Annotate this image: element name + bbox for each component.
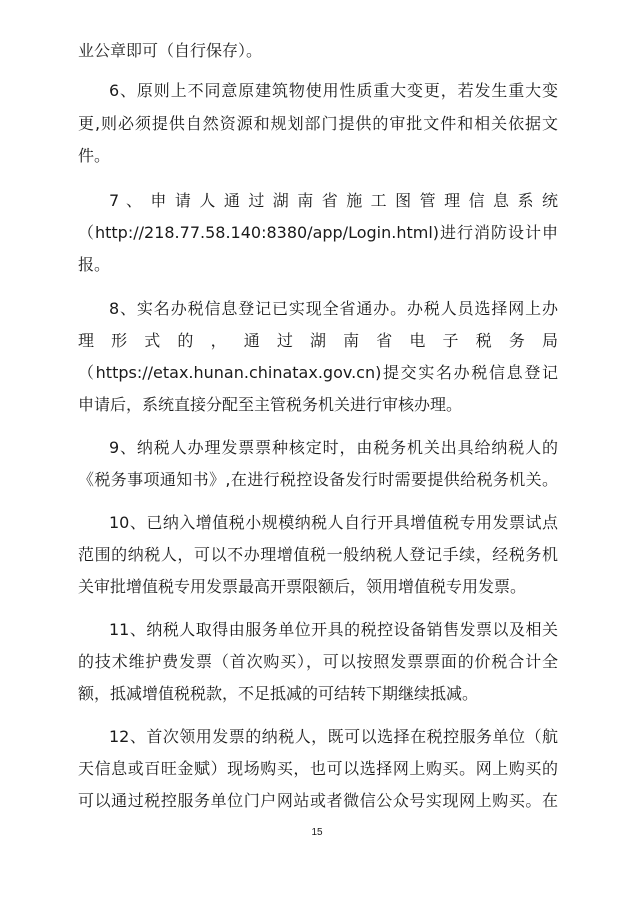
text-line: 9、纳税人办理发票票种核定时，由税务机关出具给纳税人的 <box>109 438 558 457</box>
text-line: 可以通过税控服务单位门户网站或者微信公众号实现网上购买。在 <box>78 791 558 810</box>
page-number: 15 <box>311 827 323 838</box>
text-line: 范围的纳税人，可以不办理增值税一般纳税人登记手续，经税务机 <box>78 545 558 564</box>
text-line: 《税务事项通知书》,在进行税控设备发行时需要提供给税务机关。 <box>78 470 558 489</box>
text-line: 6、原则上不同意原建筑物使用性质重大变更，若发生重大变 <box>109 81 558 100</box>
text-line: 额，抵减增值税税款，不足抵减的可结转下期继续抵减。 <box>78 684 479 703</box>
text-line: 理 形 式 的 ， 通 过 湖 南 省 电 子 税 务 局 <box>78 331 558 350</box>
text-line: （http://218.77.58.140:8380/app/Login.html)进行消防设计申 <box>78 223 558 242</box>
text-line: 关审批增值税专用发票最高开票限额后，领用增值税专用发票。 <box>78 577 527 596</box>
text-line: 7 、 申 请 人 通 过 湖 南 省 施 工 图 管 理 信 息 系 统 <box>109 191 558 210</box>
text-line: 更,则必须提供自然资源和规划部门提供的审批文件和相关依据文 <box>78 114 558 133</box>
text-line: 申请后，系统直接分配至主管税务机关进行审核办理。 <box>78 395 463 414</box>
text-line: 报。 <box>78 255 111 274</box>
text-line: 件。 <box>78 146 111 165</box>
text-line: 10、已纳入增值税小规模纳税人自行开具增值税专用发票试点 <box>109 513 558 532</box>
text-line: 11、纳税人取得由服务单位开具的税控设备销售发票以及相关 <box>109 620 558 639</box>
text-line: 的技术维护费发票（首次购买），可以按照发票票面的价税合计全 <box>78 652 558 671</box>
text-line: 12、首次领用发票的纳税人，既可以选择在税控服务单位（航 <box>109 727 558 746</box>
text-line: 业公章即可（自行保存）。 <box>78 41 263 60</box>
text-line: 天信息或百旺金赋）现场购买，也可以选择网上购买。网上购买的 <box>78 759 558 778</box>
text-line: （https://etax.hunan.chinatax.gov.cn)提交实名办税信息登记 <box>78 363 558 382</box>
text-line: 8、实名办税信息登记已实现全省通办。办税人员选择网上办 <box>109 299 558 318</box>
